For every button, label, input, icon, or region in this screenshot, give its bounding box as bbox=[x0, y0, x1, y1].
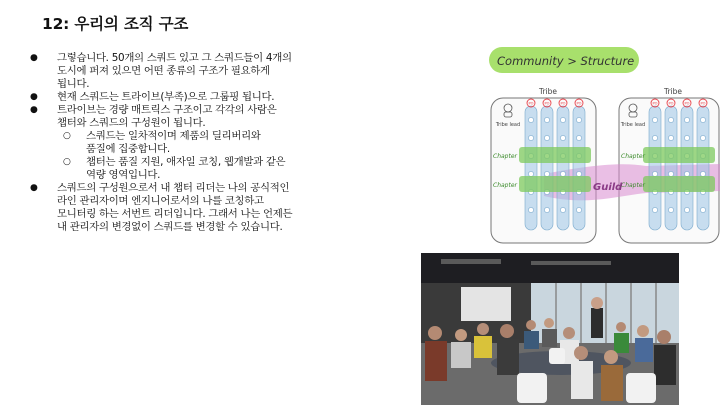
chapter-label: Chapter bbox=[493, 153, 517, 160]
chapter-label: Chapter bbox=[493, 182, 517, 189]
slide-title: 12: 우리의 조직 구조 bbox=[42, 15, 189, 33]
chapter-band bbox=[519, 147, 591, 163]
bullet-line: 현재 스쿼드는 트라이브(부족)으로 그룹핑 됩니다. bbox=[57, 91, 275, 103]
bullet-line: 됩니다. bbox=[57, 78, 90, 90]
bullet-line: 스쿼드의 구성원으로서 내 챕터 리더는 나의 공식적인 bbox=[57, 182, 290, 194]
bullet-glyph: ● bbox=[30, 53, 38, 63]
bullet-glyph: ● bbox=[30, 92, 38, 102]
bullet-line: 라인 관리자이며 엔지니어로서의 나를 코칭하고 bbox=[57, 195, 264, 207]
bullet-line: 모니터링 하는 서번트 리더입니다. 그래서 나는 언제든 bbox=[57, 208, 293, 220]
bullet-glyph: ● bbox=[30, 183, 38, 193]
chapter-label: Chapter bbox=[621, 153, 645, 160]
bullet-line: 내 관리자의 변경없이 스쿼드를 변경할 수 있습니다. bbox=[57, 221, 283, 233]
diagram-heading: Community > Structure bbox=[497, 54, 635, 68]
bullet-line: 트라이브는 경량 매트릭스 구조이고 각각의 사람은 bbox=[57, 104, 277, 116]
tribe-label: Tribe bbox=[538, 87, 558, 96]
sub-bullet-item bbox=[63, 130, 358, 156]
tribe-label: Tribe bbox=[663, 87, 683, 96]
bullet-item bbox=[28, 104, 358, 130]
sub-bullet-line: 챕터는 품질 지원, 애자일 코칭, 웹개발과 같은 bbox=[86, 156, 286, 168]
po-label: PO bbox=[668, 101, 674, 106]
sub-bullet-glyph: ○ bbox=[63, 131, 71, 141]
sub-bullet-line: 품질에 집중합니다. bbox=[86, 143, 170, 155]
bullet-line: 그렇습니다. 50개의 스쿼드 있고 그 스쿼드들이 4개의 bbox=[57, 52, 292, 64]
po-label: PO bbox=[528, 101, 534, 106]
po-label: PO bbox=[700, 101, 706, 106]
chapter-label: Chapter bbox=[621, 182, 645, 189]
sub-bullet-glyph: ○ bbox=[63, 157, 71, 167]
team-meeting-photo bbox=[421, 253, 679, 405]
bullet-line: 챕터와 스쿼드의 구성원이 됩니다. bbox=[57, 117, 206, 129]
bullet-item bbox=[28, 52, 358, 91]
chapter-band bbox=[643, 147, 715, 163]
bullet-list bbox=[28, 52, 358, 234]
po-label: PO bbox=[576, 101, 582, 106]
chapter-band bbox=[643, 176, 715, 192]
guild-label: Guild bbox=[593, 182, 623, 193]
bullet-item bbox=[28, 91, 358, 104]
po-label: PO bbox=[560, 101, 566, 106]
tribe-lead-label: Tribe lead bbox=[620, 122, 646, 128]
po-label: PO bbox=[652, 101, 658, 106]
po-label: PO bbox=[684, 101, 690, 106]
chapter-band bbox=[519, 176, 591, 192]
org-structure-diagram bbox=[486, 46, 720, 246]
sub-bullet-item bbox=[63, 156, 358, 182]
sub-bullet-line: 역량 영역입니다. bbox=[86, 169, 161, 181]
bullet-line: 도시에 퍼져 있으면 어떤 종류의 구조가 필요하게 bbox=[57, 65, 270, 77]
po-label: PO bbox=[544, 101, 550, 106]
tribe-lead-label: Tribe lead bbox=[495, 122, 521, 128]
bullet-glyph: ● bbox=[30, 105, 38, 115]
sub-bullet-line: 스쿼드는 일차적이며 제품의 딜리버리와 bbox=[86, 130, 261, 142]
bullet-item bbox=[28, 182, 358, 234]
